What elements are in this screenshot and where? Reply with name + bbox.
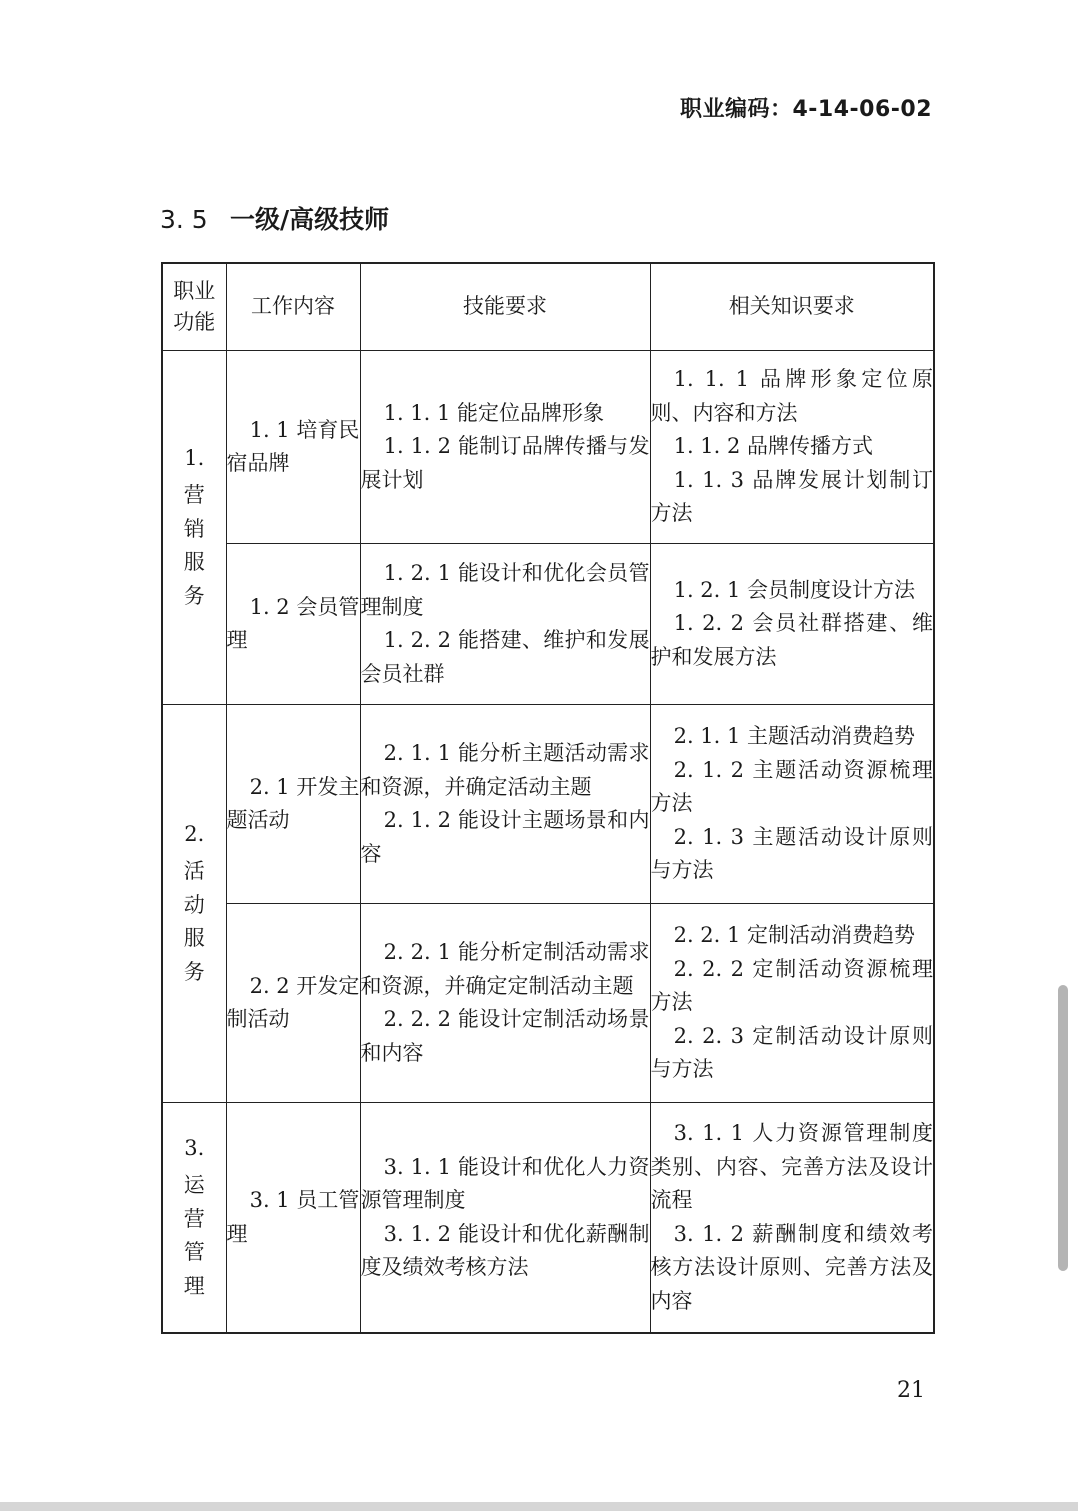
work-content-cell: 1. 2 会员管理	[226, 544, 360, 705]
occupation-code: 职业编码：4-14-06-02	[679, 97, 932, 122]
section-number: 3. 5	[160, 205, 208, 234]
skill-cell: 1. 1. 1 能定位品牌形象 1. 1. 2 能制订品牌传播与发展计划	[360, 351, 650, 544]
knowledge-cell: 2. 1. 1 主题活动消费趋势 2. 1. 2 主题活动资源梳理方法 2. 1. 3 主题活动设计原则与方法	[650, 705, 934, 904]
knowledge-cell: 3. 1. 1 人力资源管理制度类别、内容、完善方法及设计流程 3. 1. 2 薪酬制度和绩效考核方法设计原则、完善方法及内容	[650, 1103, 934, 1334]
table-row	[162, 705, 934, 904]
work-content-cell: 2. 2 开发定制活动	[226, 904, 360, 1103]
knowledge-cell: 2. 2. 1 定制活动消费趋势 2. 2. 2 定制活动资源梳理方法 2. 2. 3 定制活动设计原则与方法	[650, 904, 934, 1103]
page-number: 21	[897, 1378, 925, 1403]
header-knowledge-requirements: 相关知识要求	[650, 263, 934, 351]
table-header-row	[162, 263, 934, 351]
section-title: 一级/高级技师	[230, 205, 390, 234]
function-cell-marketing: 1. 营 销 服 务	[162, 351, 226, 705]
function-cell-activity: 2. 活 动 服 务	[162, 705, 226, 1103]
header-skill-requirements: 技能要求	[360, 263, 650, 351]
skill-cell: 3. 1. 1 能设计和优化人力资源管理制度 3. 1. 2 能设计和优化薪酬制度及绩效考核方法	[360, 1103, 650, 1334]
work-content-cell: 2. 1 开发主题活动	[226, 705, 360, 904]
header-work-content: 工作内容	[226, 263, 360, 351]
bottom-bar	[0, 1502, 1078, 1511]
skill-cell: 1. 2. 1 能设计和优化会员管理制度 1. 2. 2 能搭建、维护和发展会员社群	[360, 544, 650, 705]
table-row	[162, 1103, 934, 1334]
table-row	[162, 351, 934, 544]
skill-cell: 2. 1. 1 能分析主题活动需求和资源，并确定活动主题 2. 1. 2 能设计主题场景和内容	[360, 705, 650, 904]
function-cell-operations: 3. 运 营 管 理	[162, 1103, 226, 1334]
header-function: 职业功能	[162, 263, 226, 351]
table-row	[162, 904, 934, 1103]
skill-cell: 2. 2. 1 能分析定制活动需求和资源，并确定定制活动主题 2. 2. 2 能设计定制活动场景和内容	[360, 904, 650, 1103]
work-content-cell: 1. 1 培育民宿品牌	[226, 351, 360, 544]
work-content-cell: 3. 1 员工管理	[226, 1103, 360, 1334]
knowledge-cell: 1. 1. 1 品牌形象定位原则、内容和方法 1. 1. 2 品牌传播方式 1. 1. 3 品牌发展计划制订方法	[650, 351, 934, 544]
section-heading	[160, 200, 389, 236]
knowledge-cell: 1. 2. 1 会员制度设计方法 1. 2. 2 会员社群搭建、维护和发展方法	[650, 544, 934, 705]
vertical-scrollbar[interactable]	[1058, 985, 1068, 1271]
table-row	[162, 544, 934, 705]
requirements-table	[161, 262, 935, 1334]
